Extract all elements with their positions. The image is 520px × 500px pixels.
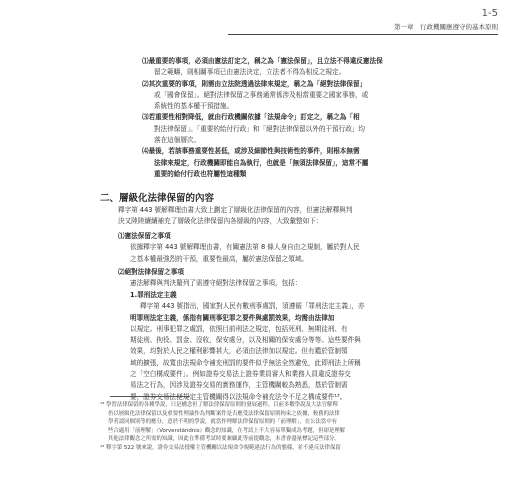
page-number: 1-5 — [481, 8, 498, 19]
subsection-2-line-1: 憲法解釋與判決釐列了需遵守絕對法律保留之事項，包括： — [130, 279, 302, 288]
sub-item-line-4: 期徒刑、拘役、罰金、沒收，保安處分，以及相關的保安處分等等。這些要件與 — [130, 336, 361, 345]
list-item-3-line-1: ⑶若重要性相對降低，就由行政機關依據「法規命令」訂定之，稱之為「相 — [142, 113, 360, 122]
list-item-4-line-2: 法律來規定，行政機關即能自為執行，也就是「無須法律保留」，這常不屬 — [154, 158, 369, 167]
intro-line-2: 決又陸陸續續補充了層級化法律保留內各層級的內容，大致彙整如下： — [118, 217, 323, 226]
list-block — [142, 56, 492, 180]
subsection-absolute — [118, 267, 496, 290]
sub-item-line-8: 易法之行為，因涉及證券交易的實務運作，主管機關較為熟悉，基於管制需 — [130, 381, 348, 390]
sub-item-line-9: 要，證券交易法便規定主管機關得以法規命令補充法令不足之構成要件¹³。 — [130, 392, 347, 401]
sub-item-line-3: 以規定。刑事犯罪之處罰，依照目前刑法之規定，包括死刑、無期徒刑、有 — [130, 324, 348, 333]
sub-item-title: 1.罪刑法定主義 — [130, 291, 177, 299]
footnote-line-1: ¹³ 學習法律保留的各種學說，只是構念但了解法律保留原則的發展過程。目前多數學說及大法官解釋 — [100, 402, 338, 408]
list-item-4-line-1: ⑷最後，若該事務重要性甚低，或涉及細節性與技術性的事件，則根本無需 — [142, 147, 360, 156]
list-item-1-line-2: 留之範疇，則相關事項已由憲法決定，立法者不得為相反之規定。 — [154, 68, 346, 77]
sub-item-line-1: 釋字第 443 號指出，國家對人民有數刑事處罰，須遵循「罪刑法定主義」，亦 — [140, 302, 365, 311]
chapter-title: 第一章 行政機關應遵守的基本原則 — [394, 23, 498, 31]
sub-item-criminal-law — [130, 290, 498, 403]
footnotes — [100, 401, 505, 453]
list-item-2-line-1: ⑵其次重要的事項，則需由立法院透過法律來規定，稱之為「絕對法律保留」 — [142, 79, 367, 88]
intro-line-1: 釋字第 443 號解釋理由書大致上劃定了層級化法律保留的內容，但憲法解釋與判 — [118, 206, 353, 214]
sub-item-line-6: 域的擴張，故寬由法規命令補充刑罰的要件似乎無法全然避免，此即刑法上所稱 — [130, 358, 361, 367]
subsection-constitutional — [118, 231, 496, 265]
footnote-line-6: ¹⁴ 釋字第 522 號來說，證券交易法授權主管機關以法規命令規範違法行為的態樣，並不違反法律保留 — [100, 444, 341, 451]
sub-item-line-5: 效果，均對於人民之權利影響甚大，必須由法律加以規定。但有鑑於管制領 — [130, 347, 348, 356]
sub-item-line-2: 明罪刑法定主義，係指有關刑事犯罪之要件與處罰效果，均需由法律加 — [130, 313, 335, 322]
list-item-4-line-3: 重要的給付行政也符屬性這種類 — [154, 169, 247, 178]
sub-item-line-7: 之「空白構成要件」。例如證券交易法上證券業員審人和業務人員違反證券交 — [130, 370, 351, 379]
subsection-title-1: ⑴憲法保留之事項 — [118, 232, 171, 240]
list-item-3-line-3: 落在這個層次。 — [154, 136, 201, 145]
list-item-2-line-3: 系統性的基本權干預措施。 — [154, 102, 234, 111]
list-item-3-line-2: 對法律保留」。「重要的給付行政」和「絕對法律保留以外的干預行政」均 — [154, 124, 365, 133]
list-item-2-line-2: 或「國會保留」。絕對法律保留之事務通常係涉及相當重要之國家事務，或 — [154, 90, 369, 99]
section-heading: 二、層級化法律保留的內容 — [100, 193, 215, 204]
footnote-line-4: 些合適用「前理解」（Vorverständnis）觀念的知識，在考試上不大容易單獨成為考題，但卻是理解 — [108, 427, 346, 434]
subsection-1-line-2: 之基本權最強烈的干預，重要性最高，屬於憲法保留之領域。 — [130, 254, 309, 263]
footnote-rule — [110, 396, 190, 397]
subsection-title-2: ⑵絕對法律保留之事項 — [118, 268, 184, 276]
footnote-line-5: 其他法律觀念之所需的知識，因此在準備考試時要兼顧此等前提觀念，本書會盡量標記這些部分。 — [108, 436, 340, 443]
subsection-1-line-1: 依據釋字第 443 號解釋理由書，有關憲法第 8 條人身自由之規制，屬於對人民 — [130, 243, 360, 252]
header-rule — [228, 34, 498, 35]
intro-paragraph — [118, 205, 496, 228]
list-item-1-line-1: ⑴最重要的事項，必須由憲法訂定之，稱之為「憲法保留」，且立法不得違反憲法保 — [142, 57, 383, 65]
footnote-line-2: 仍以層級化法律保留以及重要性理論作為判斷案件是否應受法律保留原則拘束之依據，較舊的法律 — [108, 410, 340, 417]
footnote-line-3: 學者認同個別等的應分，意於不明的學說，就當作理解法律保留原則的「前理解」，在公法當中有 — [108, 419, 338, 426]
running-header — [198, 8, 498, 48]
